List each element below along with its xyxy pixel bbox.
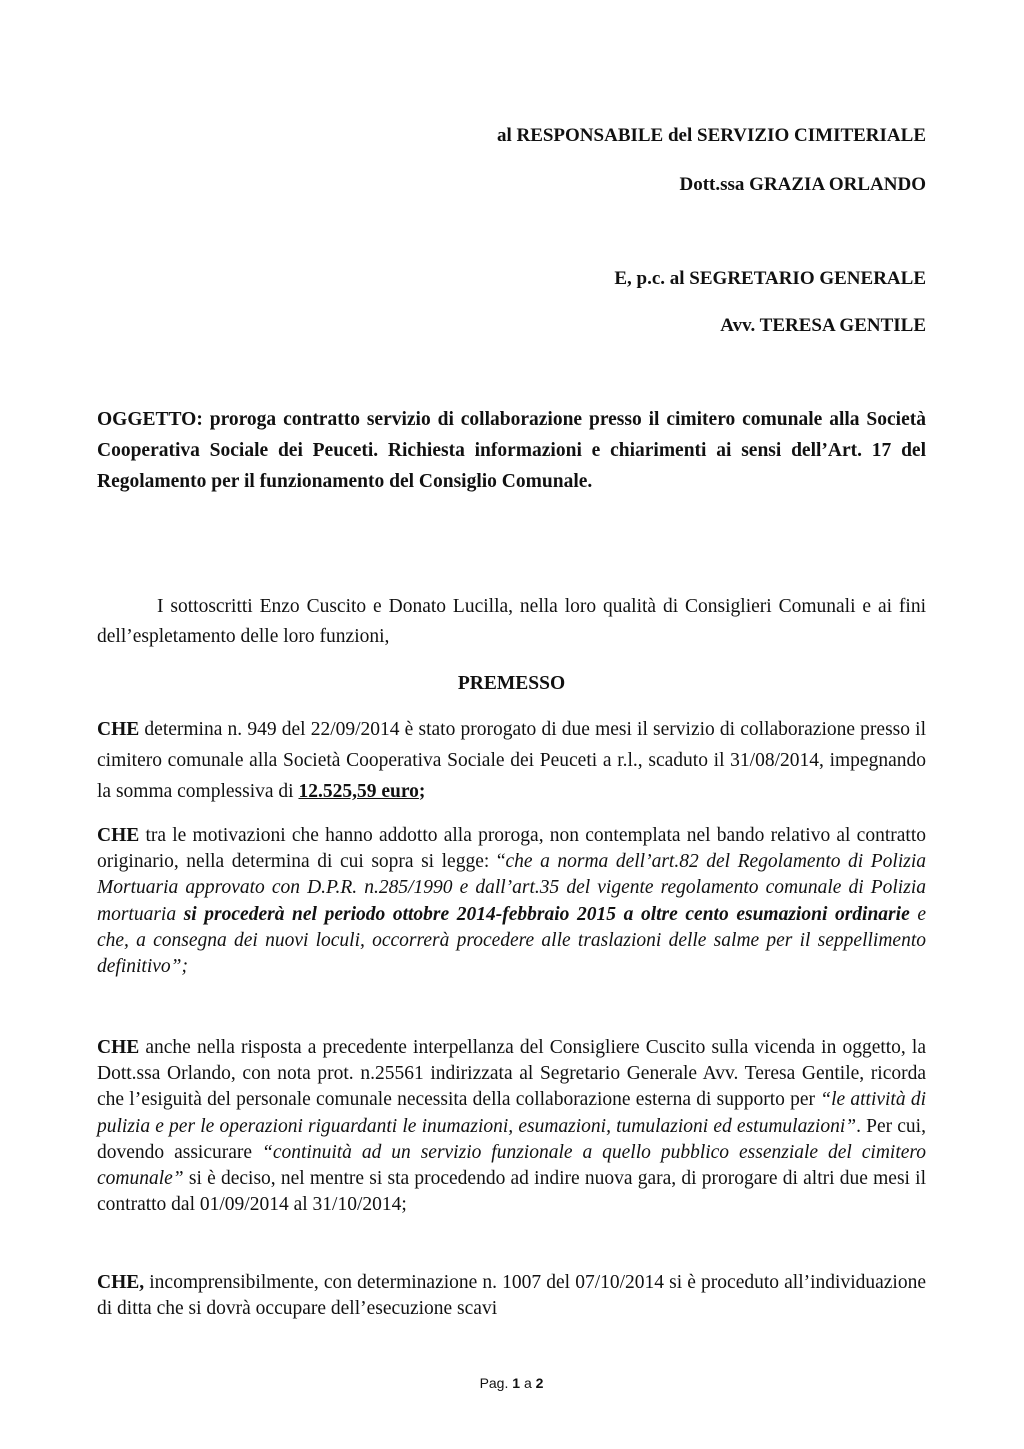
premise-paragraph-2 <box>97 823 926 980</box>
subject-paragraph: OGGETTO: proroga contratto servizio di collaborazione presso il cimitero comunale alla Società Cooperativa Sociale dei Peuceti. Richiesta informazioni e chiarimenti ai sensi dell’Art. 17 del Regolamento per il funzionamento del Consiglio Comunale. <box>97 409 926 492</box>
intro-paragraph: I sottoscritti Enzo Cuscito e Donato Lucilla, nella loro qualità di Consiglieri Comunali e ai fini dell’espletamento delle loro funzioni, <box>97 596 926 647</box>
paragraph-lead: CHE <box>97 1037 140 1058</box>
paragraph-lead: CHE <box>97 719 140 740</box>
page-number: 1 <box>512 1375 521 1391</box>
quoted-text-2: “continuità ad un servizio funzionale a quello pubblico essenziale del cimitero comunale” <box>97 1141 927 1190</box>
quoted-text: che a norma dell’art.82 del Regolamento di Polizia Mortuaria approvato con D.P.R. n.285/1990 e dall’art.35 del vigente regolamento comunale di Polizia mortuaria <box>97 851 926 925</box>
document-page <box>97 0 926 1449</box>
page-total: 2 <box>535 1375 544 1391</box>
recipient-line-1: al RESPONSABILE del SERVIZIO CIMITERIALE <box>496 125 926 146</box>
premise-paragraph-1 <box>97 714 926 807</box>
recipient-line-3: E, p.c. al SEGRETARIO GENERALE <box>614 268 926 289</box>
paragraph-lead: CHE, <box>97 1272 145 1293</box>
premise-paragraph-3 <box>97 1035 926 1218</box>
paragraph-text: anche nella risposta a precedente interpellanza del Consigliere Cuscito sulla vicenda in oggetto, la Dott.ssa Orlando, con nota prot. n.25561 indirizzata al Segretario Generale Avv. Teresa Gentile, ricorda che l’esiguità del personale comunale necessita della collaborazione esterna di supporto per <box>97 1037 926 1111</box>
recipient-line-2: Dott.ssa GRAZIA ORLANDO <box>679 174 926 195</box>
paragraph-text: determina n. 949 del 22/09/2014 è stato prorogato di due mesi il servizio di collaborazione presso il cimitero comunale alla Società Cooperativa Sociale dei Peuceti a r.l., scaduto il 31/08/2014, impegnando la somma complessiva di <box>97 719 926 802</box>
page-label: Pag. <box>479 1375 513 1391</box>
page-separator: a <box>520 1375 536 1391</box>
page-footer <box>97 1374 926 1392</box>
section-heading-premesso: PREMESSO <box>457 673 566 694</box>
paragraph-end: ; <box>418 781 426 802</box>
paragraph-text-2: . Per cui, dovendo assicurare <box>97 1115 926 1163</box>
paragraph-text: incomprensibilmente, con determinazione n. 1007 del 07/10/2014 si è proceduto all’individuazione di ditta che si dovrà occupare dell’esecuzione scavi <box>97 1272 926 1319</box>
quoted-text: “le attività di pulizia e per le operazioni riguardanti le inumazioni, esumazioni, tumulazioni ed estumulazioni” <box>97 1089 926 1137</box>
paragraph-lead: CHE <box>97 825 140 846</box>
paragraph-text-3: si è deciso, nel mentre si sta procedendo ad indire nuova gara, di prorogare di altri due mesi il contratto dal 01/09/2014 al 31/10/2014; <box>97 1168 926 1216</box>
premise-paragraph-4 <box>97 1270 926 1322</box>
quoted-text-end: e che, a consegna dei nuovi loculi, occorrerà procedere alle traslazioni delle salme per il seppellimento definitivo”; <box>97 903 926 978</box>
amount-highlight: 12.525,59 euro <box>298 781 419 802</box>
paragraph-text: tra le motivazioni che hanno addotto alla proroga, non contemplata nel bando relativo al contratto originario, nella determina di cui sopra si legge: “ <box>97 825 926 873</box>
recipient-line-4: Avv. TERESA GENTILE <box>720 315 926 336</box>
quoted-bold-text: si procederà nel periodo ottobre 2014-febbraio 2015 a oltre cento esumazioni ordinarie <box>183 903 910 925</box>
